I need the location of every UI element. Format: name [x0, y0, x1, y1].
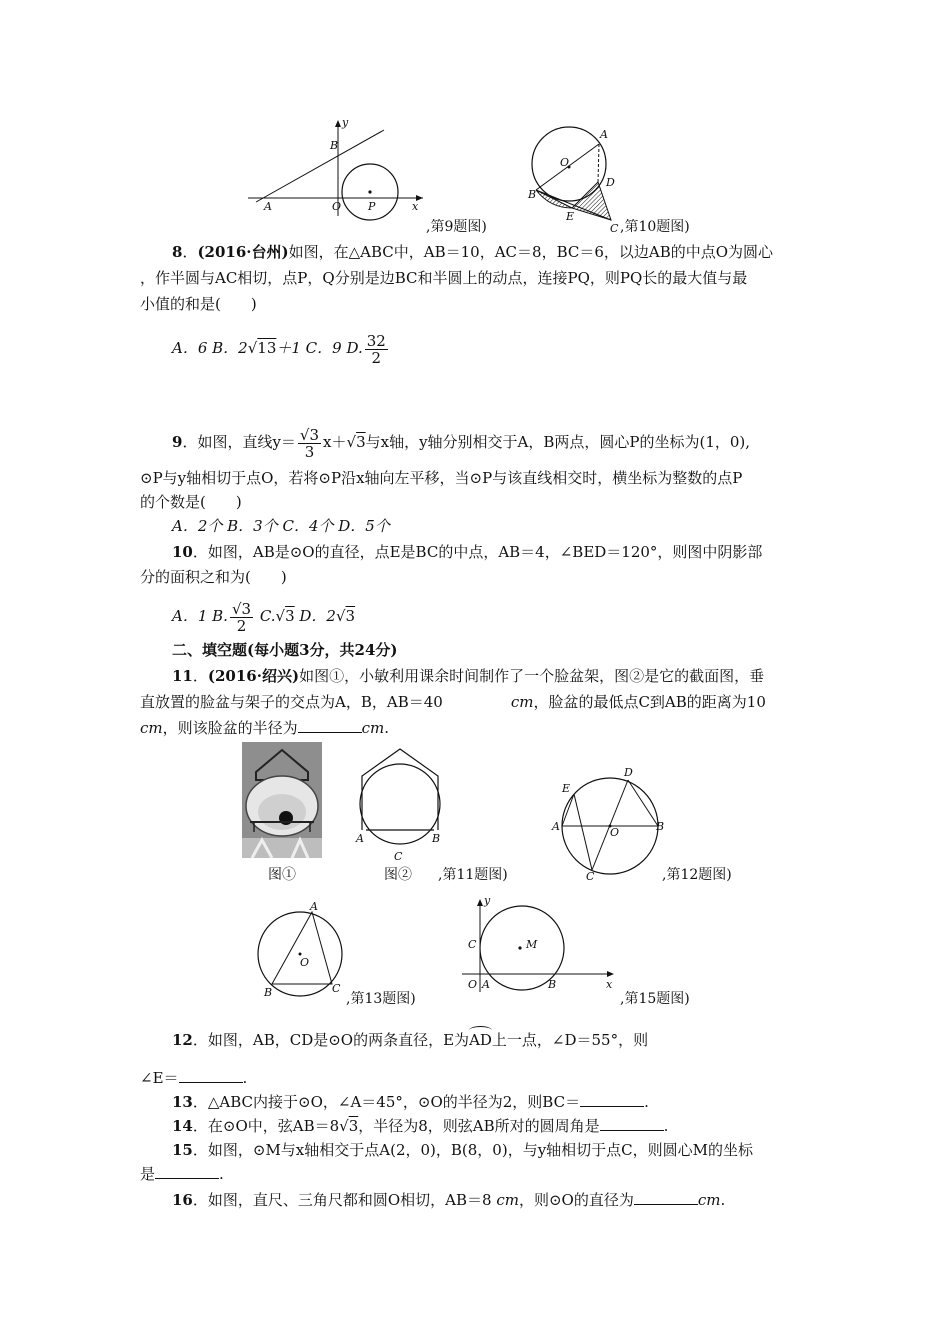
figure-10	[526, 124, 626, 234]
q12-arc-text: AD	[469, 1031, 492, 1049]
fig10-label-d: D	[606, 176, 615, 189]
q14-period: .	[663, 1117, 669, 1135]
fig9-label-y: y	[342, 116, 349, 129]
fig10-label-b: B	[528, 188, 537, 201]
q9-frac-num: √3	[299, 425, 320, 444]
q9-fraction	[298, 427, 321, 460]
caption-fig11: ,第11题图)	[438, 867, 508, 883]
q11-answer-blank[interactable]	[298, 718, 362, 733]
q11-period: .	[384, 719, 390, 737]
arc-icon	[469, 1026, 492, 1035]
figure-12	[550, 766, 670, 883]
caption-fig9: ,第9题图)	[426, 219, 487, 235]
q8-options: A．6 B．2√13＋1 C．9 D. $\frac{32}{2}$	[172, 331, 386, 367]
q15-text1: ．如图，⊙M与x轴相交于点A(2，0)，B(8，0)，与y轴相切于点C，则圆心M的坐标	[192, 1141, 754, 1159]
q11-unit3: cm	[361, 719, 385, 737]
q8-opt-d-fraction	[365, 333, 388, 366]
q8-number: 8	[172, 243, 183, 261]
fig15-label-m: M	[526, 938, 538, 951]
q12-line1	[172, 1028, 852, 1052]
q12-answer-blank[interactable]	[179, 1068, 243, 1083]
caption-fig10: ,第10题图)	[620, 219, 690, 235]
q14-line1: 14．在⊙O中，弦AB＝8√3，半径为8，则弦AB所对的圆周角是 .	[172, 1117, 669, 1135]
q10-opt-c-root: 3	[285, 607, 295, 625]
q10-opt-c: C.	[255, 607, 276, 625]
q15-answer-blank[interactable]	[155, 1164, 219, 1179]
q10-number: 10	[172, 543, 193, 561]
q13-text: ．△ABC内接于⊙O，∠A＝45°，⊙O的半径为2，则BC＝	[192, 1093, 581, 1111]
q10-options: A．1 B. $\frac{√3}{2}$ C.√3 D．2√3	[172, 599, 356, 635]
fig9-label-a: A	[264, 200, 272, 213]
q11-line1: 11．(2016·绍兴)如图①，小敏利用课余时间制作了一个脸盆架，图②是它的截面图，垂	[172, 667, 765, 685]
q16-line1	[172, 1188, 852, 1212]
fig15-label-x: x	[606, 978, 613, 991]
q10-opt-d: D．2	[294, 607, 336, 625]
figure-13	[254, 902, 354, 1002]
fig10-label-a: A	[600, 128, 608, 141]
q10-opt-a: A．1 B.	[172, 607, 228, 625]
q10-opt-b-den: 2	[236, 616, 247, 635]
q10-line1	[172, 540, 852, 564]
fig10-label-c: C	[610, 222, 619, 235]
fig12-label-a: A	[552, 820, 560, 833]
q15-text2a: 是	[140, 1165, 156, 1183]
q8-opt-b-root: 13	[257, 339, 277, 357]
washbasin-photo	[242, 742, 322, 858]
q16-unit1: cm	[496, 1191, 519, 1209]
q8-opt-d-num: 32	[366, 331, 386, 350]
q11-number: 11	[172, 667, 193, 685]
q9-line1: 9．如图，直线y＝ $\frac{√3}{3}$ x＋√3与x轴，y轴分别相交于A，B两点，圆心P的坐标为(1，0),	[172, 425, 751, 461]
q8-source: (2016·台州)	[197, 243, 289, 261]
q8-line2: ，作半圆与AC相切，点P，Q分别是边BC和半圆上的动点，连接PQ，则PQ长的最大值与最	[140, 269, 748, 287]
q12-arc	[469, 1028, 492, 1052]
q11-line2	[140, 690, 820, 714]
q15-line2	[140, 1162, 820, 1186]
q12-text1a: ．如图，AB，CD是⊙O的两条直径，E为	[192, 1031, 470, 1049]
q14-text1: ．在⊙O中，弦AB＝8	[192, 1117, 340, 1135]
q15-number: 15	[172, 1141, 193, 1159]
figure-9	[248, 118, 428, 218]
q11-text1: 如图①，小敏利用课余时间制作了一个脸盆架，图②是它的截面图，垂	[299, 667, 765, 685]
fig9-label-o: O	[332, 200, 342, 213]
section-fill-in-heading: 二、填空题(每小题3分，共24分)	[172, 641, 398, 659]
fig12-label-c: C	[586, 870, 595, 883]
q14-text2: ，半径为8，则弦AB所对的圆周角是	[358, 1117, 600, 1135]
q12-line2	[140, 1066, 820, 1090]
q12-period: .	[242, 1069, 248, 1087]
q8-opt-b-tail: ＋1 C．9 D.	[276, 339, 363, 357]
q15-line1	[172, 1138, 852, 1162]
figure-11	[352, 746, 452, 862]
q9-pre: ．如图，直线y＝	[182, 433, 296, 451]
fig12-label-e: E	[562, 782, 571, 795]
q8-opt-d-den: 2	[371, 348, 382, 367]
q11-unit1: cm	[510, 693, 534, 711]
q11-text2c: ，脸盆的最低点C到AB的距离为10	[533, 693, 766, 711]
q13-period: .	[644, 1093, 649, 1111]
q12-text1b: 上一点，∠D＝55°，则	[491, 1031, 649, 1049]
q15-period: .	[219, 1165, 224, 1183]
q16-text2: ，则⊙O的直径为	[518, 1191, 634, 1209]
q8-opt-a: A．6 B．2	[172, 339, 248, 357]
q14-root: 3	[348, 1117, 359, 1135]
q16-number: 16	[172, 1191, 193, 1209]
fig12-label-d: D	[624, 766, 633, 779]
q16-answer-blank[interactable]	[634, 1190, 698, 1205]
q11-text3: ，则该脸盆的半径为	[162, 719, 298, 737]
q9-options: A．2个 B．3个 C．4个 D．5个	[172, 517, 390, 535]
q13-number: 13	[172, 1093, 193, 1111]
fig10-label-e: E	[566, 210, 575, 223]
fig12-label-b: B	[656, 820, 665, 833]
q9-frac-den: 3	[304, 442, 315, 461]
q16-unit2: cm	[697, 1191, 721, 1209]
q10-line2: 分的面积之和为( )	[140, 568, 287, 586]
q11-source: (2016·绍兴)	[207, 667, 300, 685]
fig13-label-o: O	[300, 956, 310, 969]
q12-text2a: ∠E＝	[140, 1069, 179, 1087]
fig9-label-p: P	[368, 200, 376, 213]
q9-root: 3	[356, 433, 366, 451]
fig11-label-a: A	[356, 832, 364, 845]
q10-text1: ．如图，AB是⊙O的直径，点E是BC的中点，AB＝4，∠BED＝120°，则图中阴影部	[192, 543, 763, 561]
q11-line3	[140, 716, 820, 740]
caption-fig12: ,第12题图)	[662, 867, 732, 883]
q8-text1: 如图，在△ABC中，AB＝10，AC＝8，BC＝6，以边AB的中点O为圆心	[288, 243, 774, 261]
caption-fig11b: 图②	[384, 867, 412, 883]
q12-number: 12	[172, 1031, 193, 1049]
caption-fig15: ,第15题图)	[620, 991, 690, 1007]
q8-line3: 小值的和是( )	[140, 295, 257, 313]
q8-line1: 8．(2016·台州)如图，在△ABC中，AB＝10，AC＝8，BC＝6，以边AB的中点O为圆心	[172, 243, 774, 261]
q16-period: .	[720, 1191, 726, 1209]
q14-number: 14	[172, 1117, 193, 1135]
fig15-label-b: B	[548, 978, 557, 991]
q9-line2: ⊙P与y轴相切于点O，若将⊙P沿x轴向左平移，当⊙P与该直线相交时，横坐标为整数的点P	[140, 469, 743, 487]
fig11-label-c: C	[394, 850, 403, 863]
fig11-label-b: B	[432, 832, 441, 845]
q11-text2a: 直放置的脸盆与架子的交点为A，B，AB＝40	[140, 693, 443, 711]
q16-text1: ．如图，直尺、三角尺都和圆O相切，AB＝8	[192, 1191, 497, 1209]
fig15-label-o: O	[468, 978, 478, 991]
q13-answer-blank[interactable]	[580, 1092, 644, 1107]
fig10-label-o: O	[560, 156, 570, 169]
q9-mid: x＋	[323, 433, 347, 451]
q9-post: 与x轴，y轴分别相交于A，B两点，圆心P的坐标为(1，0),	[365, 433, 751, 451]
q10-opt-b-num: √3	[231, 599, 252, 618]
fig15-label-y: y	[484, 894, 491, 907]
figure-15	[460, 896, 620, 996]
q10-opt-d-root: 3	[345, 607, 356, 625]
fig12-label-o: O	[610, 826, 620, 839]
q13-line1	[172, 1090, 852, 1114]
caption-fig13: ,第13题图)	[346, 991, 416, 1007]
fig15-label-a: A	[482, 978, 490, 991]
fig13-label-c: C	[332, 982, 341, 995]
q9-number: 9	[172, 433, 183, 451]
q11-unit2: cm	[140, 719, 163, 737]
q14-answer-blank[interactable]	[600, 1116, 664, 1131]
fig9-label-x: x	[412, 200, 419, 213]
fig9-label-b: B	[330, 139, 339, 152]
q9-line3: 的个数是( )	[140, 493, 242, 511]
fig13-label-a: A	[310, 900, 318, 913]
fig15-label-c: C	[468, 938, 477, 951]
caption-fig11a: 图①	[268, 867, 296, 883]
q10-opt-b-fraction	[230, 601, 253, 634]
fig13-label-b: B	[264, 986, 273, 999]
